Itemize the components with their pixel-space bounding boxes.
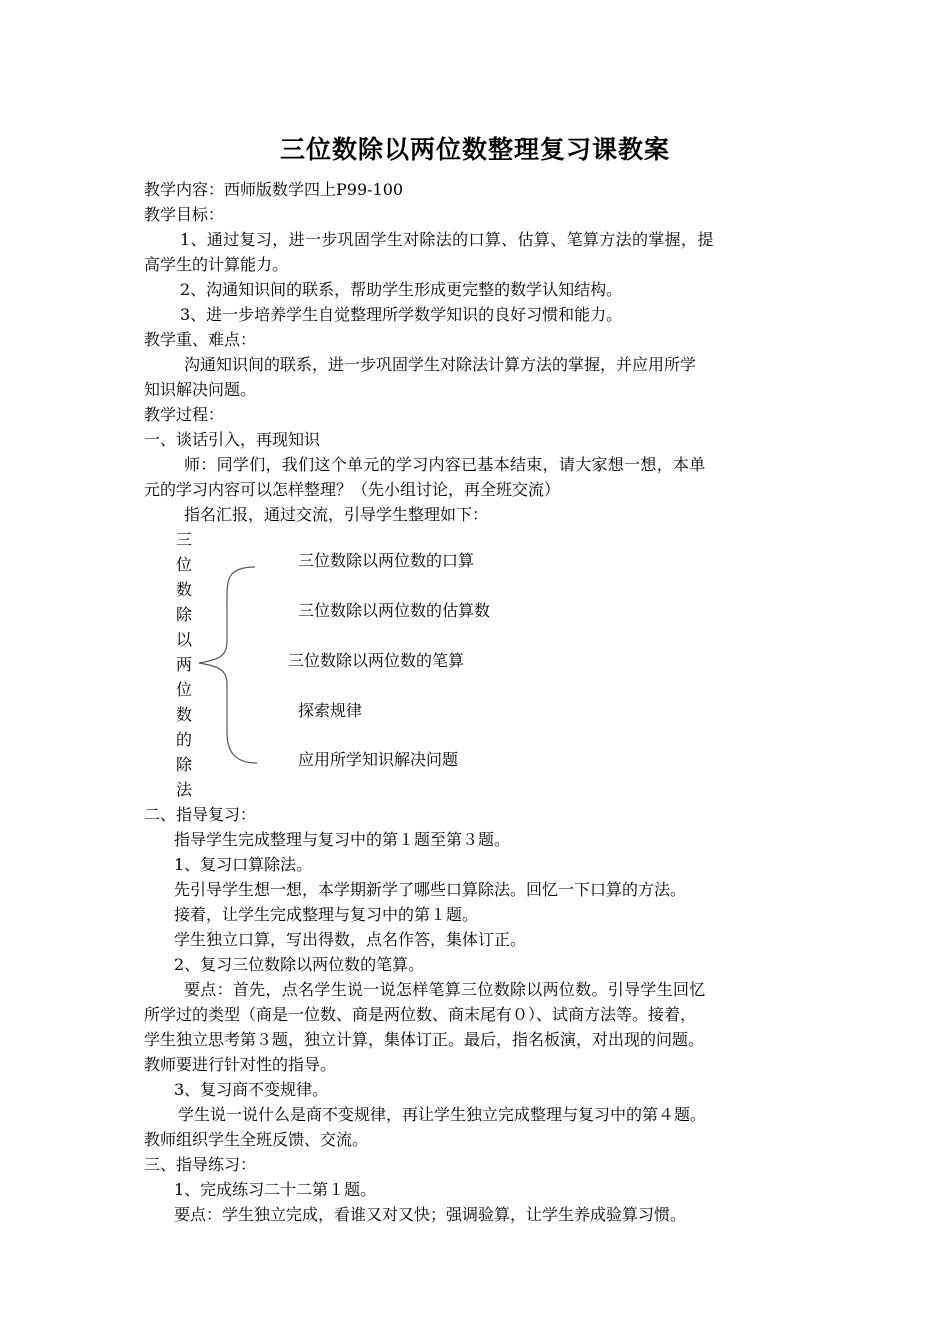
review-1-heading: 1、复习口算除法。 bbox=[174, 855, 313, 874]
diagram-vertical-char: 数 bbox=[175, 580, 192, 599]
review-intro: 指导学生完成整理与复习中的第１题至第３题。 bbox=[174, 830, 511, 849]
goals-heading: 教学目标： bbox=[144, 205, 225, 224]
teacher-speech-cont: 元的学习内容可以怎样整理？（先小组讨论，再全班交流） bbox=[144, 480, 561, 499]
diagram-vertical-char: 法 bbox=[175, 780, 192, 799]
branch-apply: 应用所学知识解决问题 bbox=[298, 750, 459, 769]
curly-brace bbox=[195, 560, 265, 770]
practice-1-heading: 1、完成练习二十二第１题。 bbox=[174, 1180, 377, 1199]
branch-oral: 三位数除以两位数的口算 bbox=[298, 551, 475, 570]
document-title: 三位数除以两位数整理复习课教案 bbox=[279, 135, 670, 164]
review-2-text: 教师要进行针对性的指导。 bbox=[144, 1055, 337, 1074]
goal-1-cont: 高学生的计算能力。 bbox=[144, 255, 289, 274]
section-3-heading: 三、指导练习： bbox=[144, 1155, 257, 1174]
diagram-vertical-char: 三 bbox=[175, 530, 192, 549]
keypoints-cont: 知识解决问题。 bbox=[144, 380, 257, 399]
diagram-vertical-char: 两 bbox=[175, 655, 192, 674]
diagram-vertical-char: 除 bbox=[175, 605, 192, 624]
diagram-vertical-char: 的 bbox=[175, 730, 192, 749]
report-guide: 指名汇报，通过交流，引导学生整理如下： bbox=[184, 505, 489, 524]
diagram-vertical-char: 位 bbox=[175, 555, 192, 574]
diagram-vertical-char: 除 bbox=[175, 755, 192, 774]
review-3-text: 教师组织学生全班反馈、交流。 bbox=[144, 1130, 369, 1149]
keypoints-heading: 教学重、难点： bbox=[144, 330, 257, 349]
review-2-heading: 2、复习三位数除以两位数的笔算。 bbox=[174, 955, 425, 974]
review-1-text: 接着，让学生完成整理与复习中的第１题。 bbox=[174, 905, 479, 924]
branch-written: 三位数除以两位数的笔算 bbox=[288, 651, 465, 670]
practice-1-text: 要点：学生独立完成，看谁又对又快；强调验算，让学生养成验算习惯。 bbox=[174, 1205, 687, 1224]
keypoints-text: 沟通知识间的联系，进一步巩固学生对除法计算方法的掌握，并应用所学 bbox=[184, 355, 697, 374]
review-1-text: 学生独立口算，写出得数，点名作答，集体订正。 bbox=[174, 930, 527, 949]
review-2-text: 所学过的类型（商是一位数、商是两位数、商末尾有０）、试商方法等。接着， bbox=[144, 1005, 697, 1024]
review-2-text: 学生独立思考第３题，独立计算，集体订正。最后，指名板演，对出现的问题。 bbox=[144, 1030, 705, 1049]
diagram-vertical-char: 位 bbox=[175, 680, 192, 699]
branch-estimate: 三位数除以两位数的估算数 bbox=[298, 601, 491, 620]
teaching-content: 教学内容：西师版数学四上P99-100 bbox=[144, 180, 404, 199]
section-1-heading: 一、谈话引入，再现知识 bbox=[144, 430, 321, 449]
branch-rules: 探索规律 bbox=[298, 701, 363, 720]
review-2-text: 要点：首先，点名学生说一说怎样笔算三位数除以两位数。引导学生回忆 bbox=[184, 980, 706, 999]
diagram-vertical-char: 以 bbox=[175, 630, 192, 649]
goal-2: 2、沟通知识间的联系，帮助学生形成更完整的数学认知结构。 bbox=[180, 280, 623, 299]
diagram-vertical-char: 数 bbox=[175, 705, 192, 724]
review-3-text: 学生说一说什么是商不变规律，再让学生独立完成整理与复习中的第４题。 bbox=[178, 1105, 707, 1124]
review-1-text: 先引导学生想一想，本学期新学了哪些口算除法。回忆一下口算的方法。 bbox=[174, 880, 687, 899]
teacher-speech: 师：同学们，我们这个单元的学习内容已基本结束，请大家想一想，本单 bbox=[184, 455, 706, 474]
section-2-heading: 二、指导复习： bbox=[144, 805, 257, 824]
review-3-heading: 3、复习商不变规律。 bbox=[174, 1080, 329, 1099]
goal-1: 1、通过复习，进一步巩固学生对除法的口算、估算、笔算方法的掌握，提 bbox=[180, 230, 714, 249]
goal-3: 3、进一步培养学生自觉整理所学数学知识的良好习惯和能力。 bbox=[180, 305, 623, 324]
process-heading: 教学过程： bbox=[144, 405, 225, 424]
